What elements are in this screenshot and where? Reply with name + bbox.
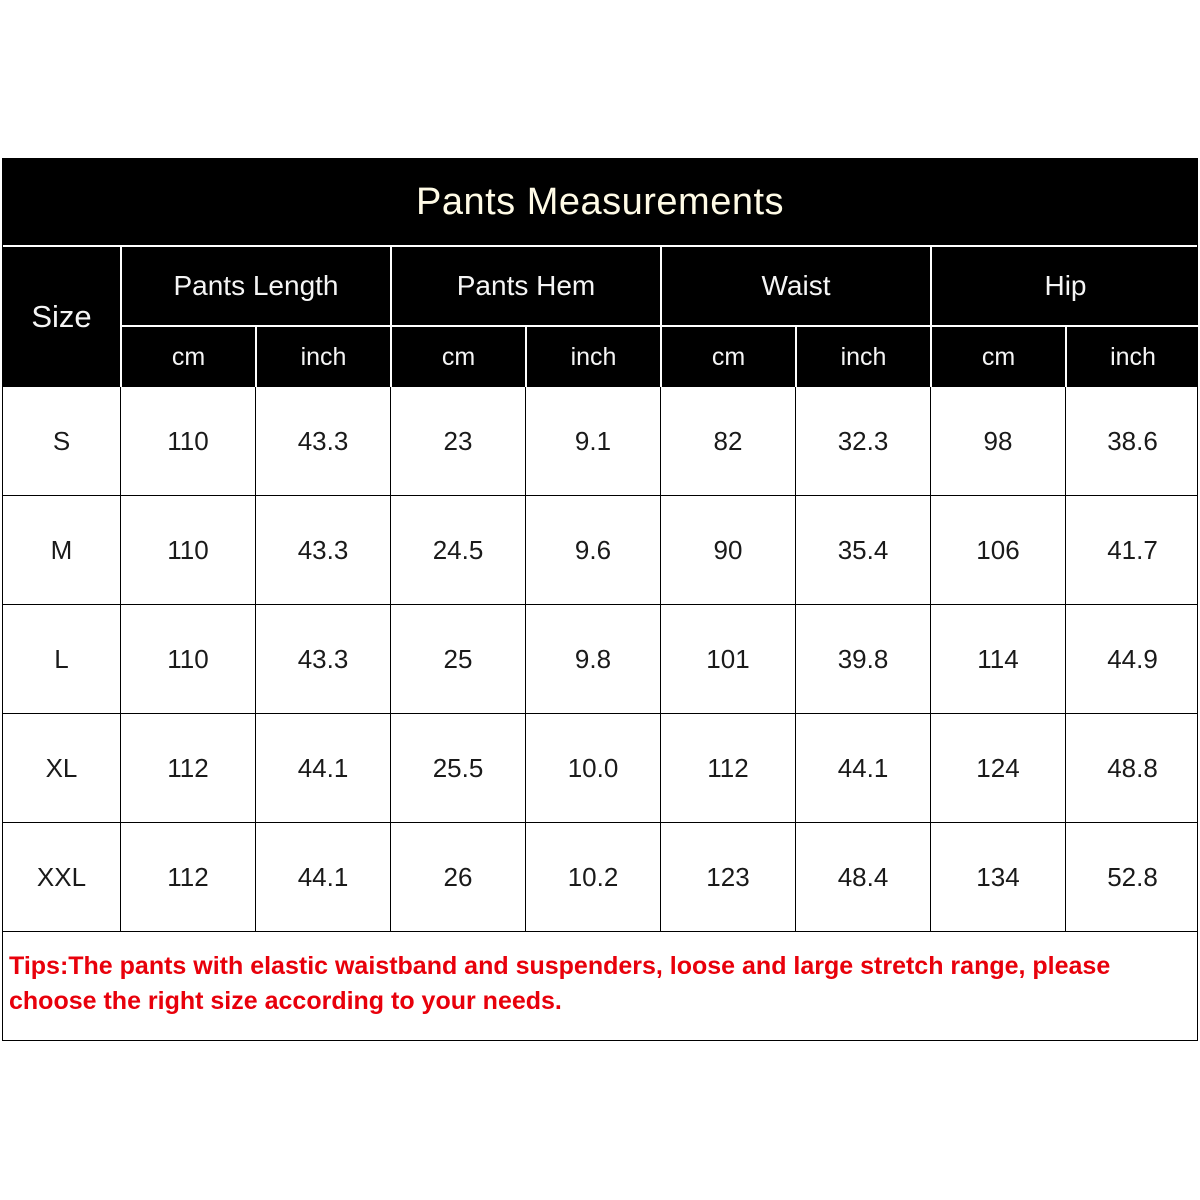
group-header-waist: Waist	[660, 247, 930, 327]
value-cell: 26	[390, 823, 525, 931]
value-cell: 123	[660, 823, 795, 931]
unit-header: inch	[255, 327, 390, 387]
value-cell: 9.6	[525, 496, 660, 604]
unit-header: cm	[930, 327, 1065, 387]
value-cell: 90	[660, 496, 795, 604]
unit-header: cm	[120, 327, 255, 387]
value-cell: 44.9	[1065, 605, 1199, 713]
value-cell: 112	[120, 714, 255, 822]
value-cell: 48.4	[795, 823, 930, 931]
tips-note: Tips:The pants with elastic waistband and suspenders, loose and large stretch range, please choose the right size according to your needs.	[9, 952, 1111, 1015]
unit-header: inch	[1065, 327, 1199, 387]
group-header-pants-hem: Pants Hem	[390, 247, 660, 327]
size-cell: XL	[45, 752, 78, 783]
value-cell: 43.3	[255, 496, 390, 604]
value-cell: 124	[930, 714, 1065, 822]
unit-header: cm	[390, 327, 525, 387]
value-cell: 10.0	[525, 714, 660, 822]
value-cell: 25	[390, 605, 525, 713]
value-cell: 110	[120, 496, 255, 604]
value-cell: 32.3	[795, 387, 930, 495]
value-cell: 44.1	[255, 823, 390, 931]
value-cell: 114	[930, 605, 1065, 713]
value-cell: 39.8	[795, 605, 930, 713]
table-row	[3, 714, 1197, 823]
value-cell: 44.1	[255, 714, 390, 822]
unit-header: inch	[525, 327, 660, 387]
size-cell: L	[54, 643, 69, 674]
value-cell: 112	[660, 714, 795, 822]
table-row	[3, 605, 1197, 714]
value-cell: 110	[120, 605, 255, 713]
value-cell: 10.2	[525, 823, 660, 931]
value-cell: 52.8	[1065, 823, 1199, 931]
value-cell: 9.8	[525, 605, 660, 713]
value-cell: 134	[930, 823, 1065, 931]
chart-title: Pants Measurements	[3, 159, 1197, 247]
size-cell: S	[52, 425, 71, 456]
value-cell: 38.6	[1065, 387, 1199, 495]
value-cell: 101	[660, 605, 795, 713]
value-cell: 41.7	[1065, 496, 1199, 604]
value-cell: 24.5	[390, 496, 525, 604]
table-header	[3, 247, 1197, 387]
table-row	[3, 387, 1197, 496]
value-cell: 43.3	[255, 605, 390, 713]
group-header-pants-length: Pants Length	[120, 247, 390, 327]
table-row	[3, 823, 1197, 932]
value-cell: 106	[930, 496, 1065, 604]
value-cell: 48.8	[1065, 714, 1199, 822]
unit-header: inch	[795, 327, 930, 387]
table-body	[3, 387, 1197, 933]
value-cell: 9.1	[525, 387, 660, 495]
value-cell: 43.3	[255, 387, 390, 495]
value-cell: 82	[660, 387, 795, 495]
size-chart	[2, 158, 1198, 1041]
group-header-hip: Hip	[930, 247, 1199, 327]
value-cell: 35.4	[795, 496, 930, 604]
size-cell: M	[50, 534, 73, 565]
value-cell: 25.5	[390, 714, 525, 822]
size-header: Size	[31, 299, 92, 334]
value-cell: 44.1	[795, 714, 930, 822]
value-cell: 110	[120, 387, 255, 495]
value-cell: 23	[390, 387, 525, 495]
value-cell: 98	[930, 387, 1065, 495]
table-row	[3, 496, 1197, 605]
size-cell: XXL	[36, 861, 87, 892]
unit-header: cm	[660, 327, 795, 387]
value-cell: 112	[120, 823, 255, 931]
